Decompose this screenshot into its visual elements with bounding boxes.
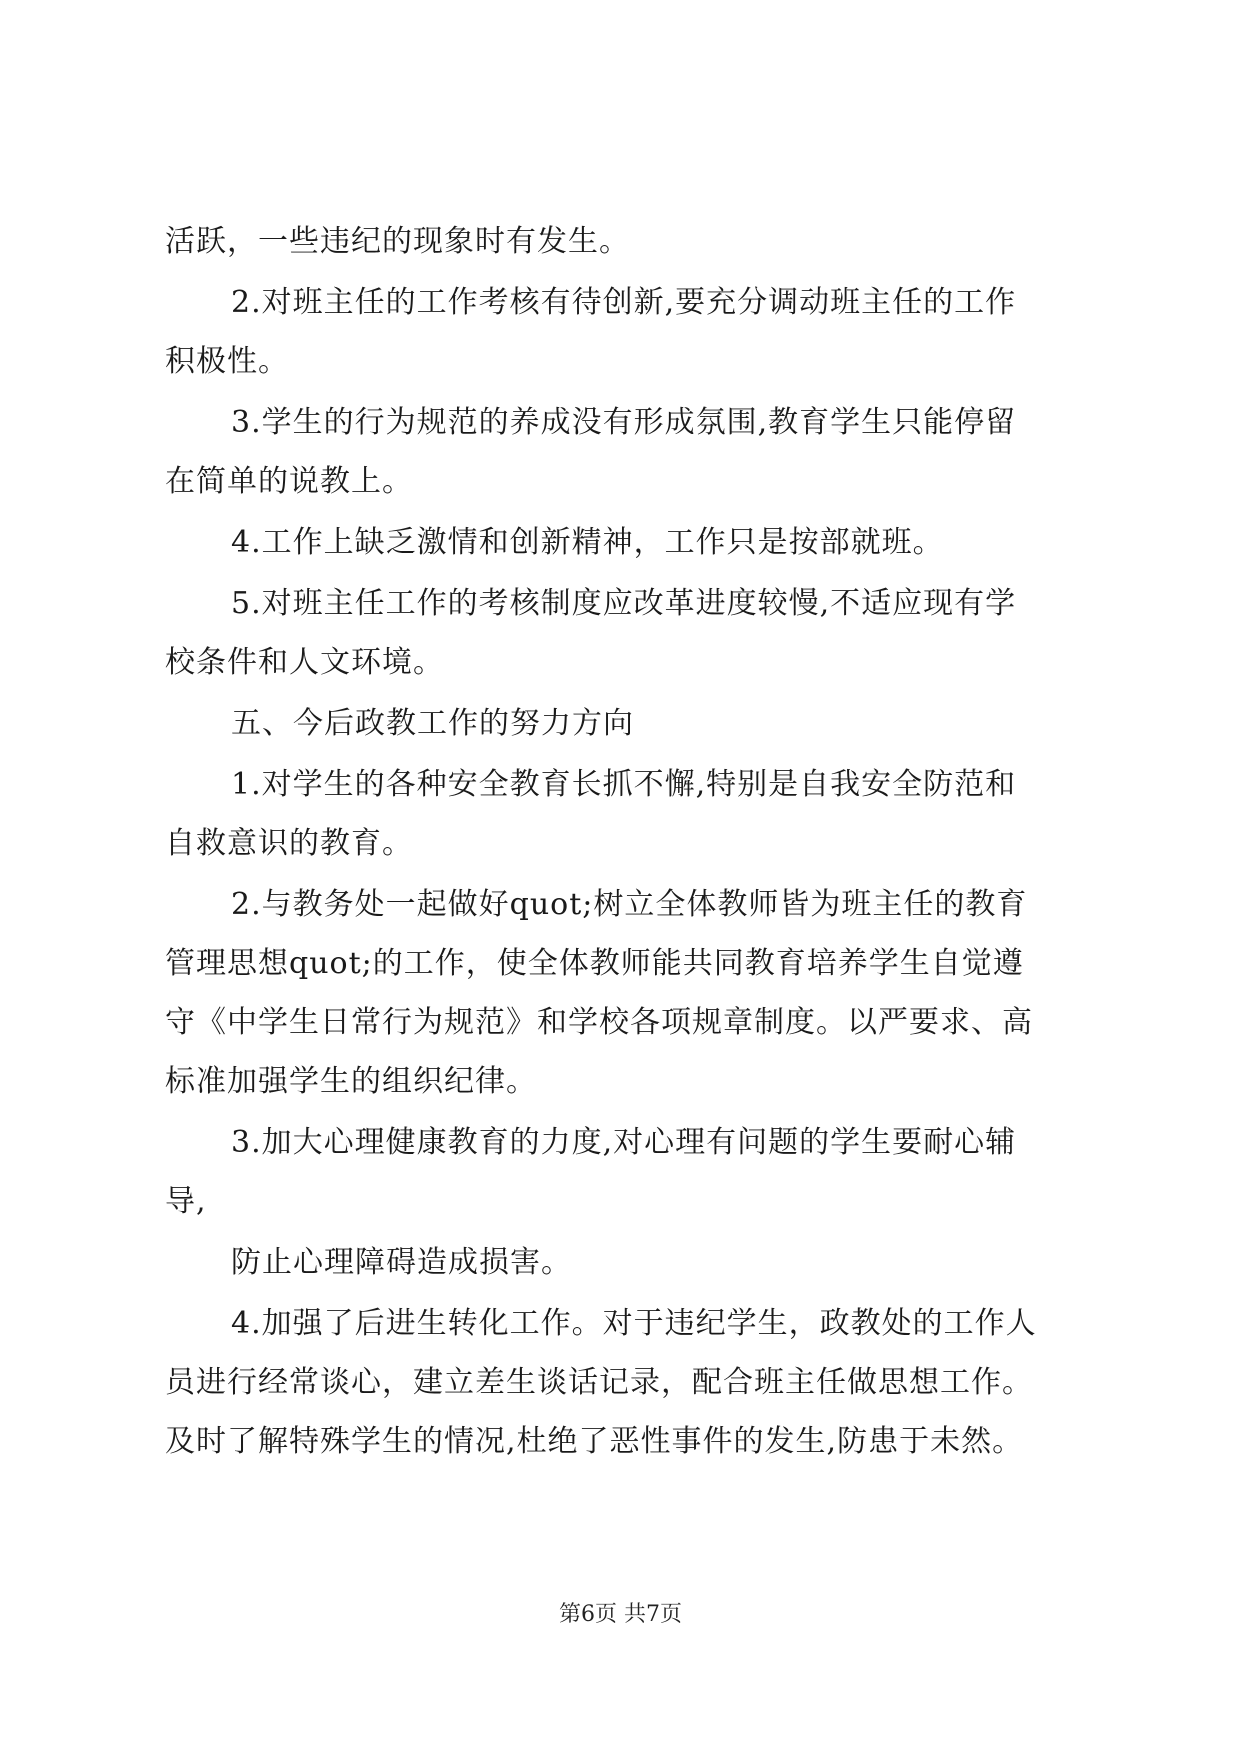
text-line: 2.与教务处一起做好quot;树立全体教师皆为班主任的教育 <box>231 887 1028 922</box>
text-line: 2.对班主任的工作考核有待创新,要充分调动班主任的工作 <box>231 285 1017 320</box>
text-line: 4.工作上缺乏激情和创新精神，工作只是按部就班。 <box>231 525 944 560</box>
text-line: 3.加大心理健康教育的力度,对心理有问题的学生要耐心辅 <box>231 1125 1017 1160</box>
text-line: 积极性。 <box>165 344 289 379</box>
text-line: 防止心理障碍造成损害。 <box>231 1245 572 1280</box>
section-heading: 五、今后政教工作的努力方向 <box>231 706 634 741</box>
text-line: 活跃，一些违纪的现象时有发生。 <box>165 224 630 259</box>
text-line: 校条件和人文环境。 <box>165 645 444 680</box>
text-line: 自救意识的教育。 <box>165 826 413 861</box>
text-line: 管理思想quot;的工作，使全体教师能共同教育培养学生自觉遵 <box>165 946 1024 981</box>
text-line: 守《中学生日常行为规范》和学校各项规章制度。以严要求、高 <box>165 1005 1033 1040</box>
text-line: 员进行经常谈心，建立差生谈话记录，配合班主任做思想工作。 <box>165 1365 1033 1400</box>
text-line: 导, <box>165 1184 207 1219</box>
text-line: 3.学生的行为规范的养成没有形成氛围,教育学生只能停留 <box>231 405 1017 440</box>
text-line: 标准加强学生的组织纪律。 <box>165 1064 537 1099</box>
text-line: 4.加强了后进生转化工作。对于违纪学生，政教处的工作人 <box>231 1306 1037 1341</box>
text-line: 1.对学生的各种安全教育长抓不懈,特别是自我安全防范和 <box>231 767 1017 802</box>
text-line: 在简单的说教上。 <box>165 464 413 499</box>
page-number-footer: 第6页 共7页 <box>559 1602 682 1627</box>
text-line: 5.对班主任工作的考核制度应改革进度较慢,不适应现有学 <box>231 586 1017 621</box>
text-line: 及时了解特殊学生的情况,杜绝了恶性事件的发生,防患于未然。 <box>165 1424 1024 1459</box>
